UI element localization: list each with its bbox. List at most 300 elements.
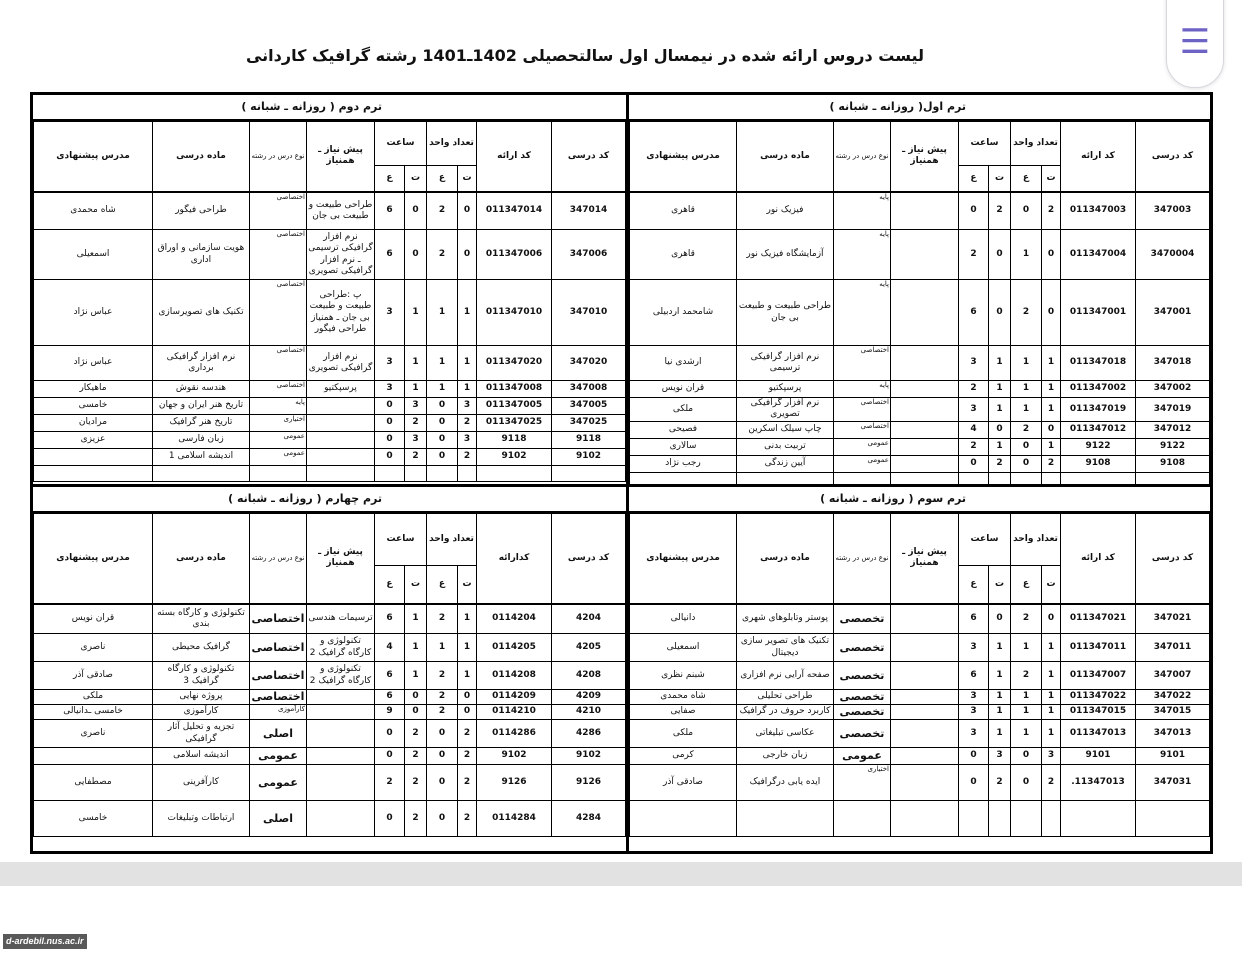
term-header: ترم چهارم ( روزانه ـ شبانه ) bbox=[33, 487, 626, 513]
cell-subject bbox=[736, 801, 833, 837]
cell-pre bbox=[306, 398, 374, 415]
cell-ht: 3 bbox=[988, 748, 1010, 765]
empty-cell bbox=[306, 466, 374, 482]
cell-offer: 9118 bbox=[477, 432, 552, 449]
cell-teacher: عباس نژاد bbox=[34, 346, 153, 381]
empty-cell bbox=[630, 472, 737, 484]
course-row bbox=[34, 705, 626, 720]
cell-ha: 0 bbox=[374, 801, 404, 837]
cell-offer: 011347019 bbox=[1061, 398, 1136, 422]
term-header: ترم اول( روزانه ـ شبانه ) bbox=[629, 95, 1210, 121]
header-hours: ساعت bbox=[958, 514, 1010, 566]
cell-code bbox=[1136, 801, 1210, 837]
course-row bbox=[630, 634, 1210, 662]
cell-ua: 0 bbox=[426, 415, 457, 432]
cell-teacher: مرادیان bbox=[34, 415, 153, 432]
header-code: کد درسی bbox=[1136, 514, 1210, 604]
cell-ut: 1 bbox=[1042, 705, 1061, 720]
course-row bbox=[630, 705, 1210, 720]
cell-subject: کارآموزی bbox=[152, 705, 249, 720]
cell-code: 347018 bbox=[1136, 346, 1210, 381]
cell-offer: 011347013 bbox=[1061, 720, 1136, 748]
cell-code: 347002 bbox=[1136, 381, 1210, 398]
empty-cell bbox=[833, 472, 890, 484]
cell-ut: 1 bbox=[1042, 438, 1061, 455]
cell-subject: نرم افزار گرافیکی برداری bbox=[152, 346, 249, 381]
cell-ut: 3 bbox=[458, 432, 477, 449]
cell-subject: کاربرد حروف در گرافیک bbox=[736, 705, 833, 720]
cell-pre: پرسپکتیو bbox=[306, 381, 374, 398]
cell-pre bbox=[890, 765, 958, 801]
header-prerequisite: پیش نیاز ـ همنیاز bbox=[890, 514, 958, 604]
cell-code: 347011 bbox=[1136, 634, 1210, 662]
course-row bbox=[630, 720, 1210, 748]
header-prerequisite: پیش نیاز ـ همنیاز bbox=[306, 514, 374, 604]
cell-teacher: مصطفایی bbox=[34, 765, 153, 801]
cell-ut: 1 bbox=[1042, 634, 1061, 662]
cell-ha: 3 bbox=[958, 720, 988, 748]
cell-ua: 0 bbox=[426, 748, 457, 765]
cell-subject: تاریخ هنر ایران و جهان bbox=[152, 398, 249, 415]
cell-subject: نرم افزار گرافیکی تصویری bbox=[736, 398, 833, 422]
empty-cell bbox=[1010, 472, 1041, 484]
cell-type: اختصاصی bbox=[249, 230, 306, 280]
cell-ua: 2 bbox=[426, 604, 457, 634]
header-teacher: مدرس پیشنهادی bbox=[34, 122, 153, 192]
header-teacher: مدرس پیشنهادی bbox=[34, 514, 153, 604]
cell-pre bbox=[890, 230, 958, 280]
course-row bbox=[630, 421, 1210, 438]
cell-subject: تکنیک های تصویرسازی bbox=[152, 280, 249, 346]
cell-ha: 2 bbox=[958, 230, 988, 280]
cell-ha: 3 bbox=[374, 280, 404, 346]
cell-ut: 3 bbox=[458, 398, 477, 415]
cell-code: 347001 bbox=[1136, 280, 1210, 346]
cell-subject: طراحی فیگور bbox=[152, 192, 249, 230]
cell-ht: 2 bbox=[988, 455, 1010, 472]
cell-pre: پ :طراحی طبیعت و طبیعت بی جان ـ همنیاز طراحی فیگور bbox=[306, 280, 374, 346]
cell-teacher: قاهری bbox=[630, 230, 737, 280]
cell-code: 9118 bbox=[552, 432, 626, 449]
cell-ht: 1 bbox=[404, 662, 426, 690]
course-schedule-frame bbox=[30, 92, 1213, 854]
course-row bbox=[630, 801, 1210, 837]
cell-offer bbox=[1061, 801, 1136, 837]
cell-pre bbox=[890, 421, 958, 438]
cell-ha: 0 bbox=[958, 748, 988, 765]
cell-ha: 3 bbox=[374, 381, 404, 398]
header-hours-theory: ت bbox=[988, 166, 1010, 192]
cell-teacher: قران نویس bbox=[34, 604, 153, 634]
cell-type: عمومی bbox=[249, 449, 306, 466]
cell-ut: 1 bbox=[1042, 381, 1061, 398]
cell-ut: 2 bbox=[1042, 192, 1061, 230]
header-course-type: نوع درس در رشته bbox=[833, 122, 890, 192]
cell-ua: 1 bbox=[1010, 230, 1041, 280]
cell-pre bbox=[306, 705, 374, 720]
cell-ut: 2 bbox=[458, 449, 477, 466]
cell-offer: 9126 bbox=[477, 765, 552, 801]
cell-type: اختصاصی bbox=[833, 421, 890, 438]
cell-code: 347006 bbox=[552, 230, 626, 280]
cell-offer: 9122 bbox=[1061, 438, 1136, 455]
cell-code: 347015 bbox=[1136, 705, 1210, 720]
empty-cell bbox=[1136, 472, 1210, 484]
empty-cell bbox=[152, 466, 249, 482]
empty-cell bbox=[477, 466, 552, 482]
cell-ut: 0 bbox=[1042, 604, 1061, 634]
cell-teacher: صادقی آذر bbox=[34, 662, 153, 690]
cell-subject: هویت سازمانی و اوراق اداری bbox=[152, 230, 249, 280]
cell-ha: 0 bbox=[374, 720, 404, 748]
header-prerequisite: پیش نیاز ـ همنیاز bbox=[306, 122, 374, 192]
cell-ht: 2 bbox=[988, 192, 1010, 230]
cell-pre bbox=[890, 280, 958, 346]
cell-pre bbox=[890, 455, 958, 472]
cell-code: 347020 bbox=[552, 346, 626, 381]
cell-subject: صفحه آرایی نرم افزاری bbox=[736, 662, 833, 690]
cell-ut: 2 bbox=[458, 720, 477, 748]
course-row bbox=[630, 230, 1210, 280]
cell-teacher: ملکی bbox=[34, 690, 153, 705]
header-code: کد درسی bbox=[552, 514, 626, 604]
cell-ut: 1 bbox=[1042, 690, 1061, 705]
cell-ua: 1 bbox=[1010, 705, 1041, 720]
header-teacher: مدرس پیشنهادی bbox=[630, 514, 737, 604]
cell-ua: 2 bbox=[1010, 604, 1041, 634]
term-1-section bbox=[626, 95, 1210, 484]
cell-code: 347005 bbox=[552, 398, 626, 415]
cell-code: 347019 bbox=[1136, 398, 1210, 422]
header-code: کد درسی bbox=[1136, 122, 1210, 192]
empty-cell bbox=[988, 472, 1010, 484]
cell-teacher: ملکی bbox=[630, 398, 737, 422]
cell-ut: 2 bbox=[1042, 455, 1061, 472]
cell-ha bbox=[958, 801, 988, 837]
header-prerequisite: پیش نیاز ـ همنیاز bbox=[890, 122, 958, 192]
cell-subject: تاریخ هنر گرافیک bbox=[152, 415, 249, 432]
cell-ut: 0 bbox=[1042, 421, 1061, 438]
course-row bbox=[34, 381, 626, 398]
cell-ht: 3 bbox=[404, 398, 426, 415]
cell-teacher: ارشدی نیا bbox=[630, 346, 737, 381]
cell-ht: 1 bbox=[988, 398, 1010, 422]
course-row bbox=[34, 192, 626, 230]
cell-ht: 1 bbox=[988, 438, 1010, 455]
cell-ht: 1 bbox=[988, 662, 1010, 690]
cell-pre bbox=[306, 415, 374, 432]
cell-ha: 4 bbox=[374, 634, 404, 662]
cell-ut: 3 bbox=[1042, 748, 1061, 765]
course-row bbox=[34, 280, 626, 346]
cell-subject: پروژه نهایی bbox=[152, 690, 249, 705]
header-offer-code: کدارائه bbox=[477, 514, 552, 604]
cell-ha: 0 bbox=[958, 765, 988, 801]
cell-code: 347003 bbox=[1136, 192, 1210, 230]
cell-subject: فیزیک نور bbox=[736, 192, 833, 230]
cell-teacher bbox=[630, 801, 737, 837]
cell-subject: زبان خارجی bbox=[736, 748, 833, 765]
cell-ht: 0 bbox=[988, 280, 1010, 346]
cell-teacher: خامسی ـدانیالی bbox=[34, 705, 153, 720]
header-hours-theory: ت bbox=[404, 566, 426, 604]
cell-code: 347008 bbox=[552, 381, 626, 398]
cell-ut: 0 bbox=[458, 192, 477, 230]
course-row bbox=[630, 748, 1210, 765]
empty-row bbox=[630, 472, 1210, 484]
cell-teacher: ماهیکار bbox=[34, 381, 153, 398]
cell-teacher: فصیحی bbox=[630, 421, 737, 438]
cell-ha: 0 bbox=[958, 455, 988, 472]
cell-code: 4208 bbox=[552, 662, 626, 690]
header-units: تعداد واحد bbox=[426, 514, 476, 566]
cell-pre: طراحی طبیعت و طبیعت بی جان bbox=[306, 192, 374, 230]
cell-ht: 2 bbox=[988, 765, 1010, 801]
cell-ua: 0 bbox=[1010, 765, 1041, 801]
cell-type: اصلی bbox=[249, 720, 306, 748]
cell-ht: 1 bbox=[988, 705, 1010, 720]
cell-subject: طراحی تحلیلی bbox=[736, 690, 833, 705]
cell-code: 4209 bbox=[552, 690, 626, 705]
cell-type: عمومی bbox=[833, 455, 890, 472]
cell-ut: 2 bbox=[458, 415, 477, 432]
cell-ut: 1 bbox=[458, 346, 477, 381]
cell-ha: 4 bbox=[958, 421, 988, 438]
cell-ut: 2 bbox=[1042, 765, 1061, 801]
course-row bbox=[630, 280, 1210, 346]
cell-type: تخصصی bbox=[833, 720, 890, 748]
cell-code: 347031 bbox=[1136, 765, 1210, 801]
cell-ht: 0 bbox=[988, 604, 1010, 634]
cell-ut: 1 bbox=[1042, 720, 1061, 748]
cell-subject: هندسه نقوش bbox=[152, 381, 249, 398]
course-row bbox=[34, 230, 626, 280]
cell-type bbox=[833, 801, 890, 837]
cell-teacher: ناصری bbox=[34, 634, 153, 662]
cell-ht: 1 bbox=[988, 690, 1010, 705]
cell-offer: 011347021 bbox=[1061, 604, 1136, 634]
cell-offer: 0114284 bbox=[477, 801, 552, 837]
cell-subject: پوستر وتابلوهای شهری bbox=[736, 604, 833, 634]
cell-pre bbox=[890, 398, 958, 422]
cell-ut: 0 bbox=[458, 705, 477, 720]
cell-ha: 6 bbox=[374, 690, 404, 705]
cell-offer: 011347022 bbox=[1061, 690, 1136, 705]
cell-code: 9122 bbox=[1136, 438, 1210, 455]
cell-ut: 0 bbox=[458, 690, 477, 705]
cell-pre bbox=[890, 438, 958, 455]
cell-type: کارآموزی bbox=[249, 705, 306, 720]
empty-cell bbox=[249, 466, 306, 482]
cell-offer: 011347010 bbox=[477, 280, 552, 346]
cell-teacher bbox=[34, 449, 153, 466]
cell-ua: 2 bbox=[426, 192, 457, 230]
course-row bbox=[630, 690, 1210, 705]
cell-ht: 1 bbox=[404, 381, 426, 398]
cell-ha: 3 bbox=[958, 634, 988, 662]
cell-ua: 0 bbox=[1010, 438, 1041, 455]
cell-offer: 011347014 bbox=[477, 192, 552, 230]
menu-button[interactable] bbox=[1166, 0, 1224, 88]
cell-type: پایه bbox=[833, 192, 890, 230]
cell-subject: ارتباطات وتبلیغات bbox=[152, 801, 249, 837]
header-teacher: مدرس پیشنهادی bbox=[630, 122, 737, 192]
cell-type: اختصاصی bbox=[249, 690, 306, 705]
cell-ut: 1 bbox=[458, 662, 477, 690]
header-units-practical: ع bbox=[426, 566, 457, 604]
cell-ht: 2 bbox=[404, 720, 426, 748]
cell-ht: 0 bbox=[404, 192, 426, 230]
empty-cell bbox=[890, 472, 958, 484]
cell-teacher: خامسی bbox=[34, 398, 153, 415]
empty-cell bbox=[426, 466, 457, 482]
cell-ut bbox=[1042, 801, 1061, 837]
header-course-type: نوع درس در رشته bbox=[833, 514, 890, 604]
course-row bbox=[630, 604, 1210, 634]
cell-pre: تکنولوژی و کارگاه گرافیک 2 bbox=[306, 662, 374, 690]
cell-code: 4284 bbox=[552, 801, 626, 837]
cell-subject: تکنولوژی و کارگاه گرافیک 3 bbox=[152, 662, 249, 690]
course-row bbox=[34, 604, 626, 634]
cell-teacher: رجب نژاد bbox=[630, 455, 737, 472]
cell-ha: 3 bbox=[958, 398, 988, 422]
cell-ha: 0 bbox=[374, 415, 404, 432]
course-row bbox=[34, 690, 626, 705]
cell-type: اختصاصی bbox=[249, 381, 306, 398]
cell-ua: 0 bbox=[426, 801, 457, 837]
cell-offer: 0114208 bbox=[477, 662, 552, 690]
cell-ua: 1 bbox=[426, 381, 457, 398]
cell-offer: 11347013. bbox=[1061, 765, 1136, 801]
header-units-practical: ع bbox=[1010, 566, 1041, 604]
cell-ha: 2 bbox=[374, 765, 404, 801]
cell-code: 3470004 bbox=[1136, 230, 1210, 280]
course-row bbox=[34, 662, 626, 690]
site-badge[interactable]: d-ardebil.nus.ac.ir bbox=[3, 934, 87, 949]
cell-subject: طراحی طبیعت و طبیعت بی جان bbox=[736, 280, 833, 346]
cell-ut: 0 bbox=[1042, 280, 1061, 346]
cell-ha: 6 bbox=[374, 662, 404, 690]
cell-ua: 2 bbox=[1010, 280, 1041, 346]
cell-teacher bbox=[34, 748, 153, 765]
cell-offer: 011347001 bbox=[1061, 280, 1136, 346]
header-units-practical: ع bbox=[1010, 166, 1041, 192]
course-row bbox=[630, 398, 1210, 422]
cell-ha: 0 bbox=[374, 748, 404, 765]
cell-code: 347010 bbox=[552, 280, 626, 346]
cell-ut: 1 bbox=[1042, 398, 1061, 422]
cell-offer: 0114210 bbox=[477, 705, 552, 720]
cell-offer: 9101 bbox=[1061, 748, 1136, 765]
cell-ht: 1 bbox=[404, 604, 426, 634]
cell-type: اختصاصی bbox=[249, 604, 306, 634]
header-units: تعداد واحد bbox=[426, 122, 476, 166]
cell-type: عمومی bbox=[833, 438, 890, 455]
cell-subject: اندیشه اسلامی bbox=[152, 748, 249, 765]
cell-ha: 6 bbox=[958, 662, 988, 690]
cell-ht: 3 bbox=[404, 432, 426, 449]
cell-teacher: خامسی bbox=[34, 801, 153, 837]
course-row bbox=[34, 415, 626, 432]
header-units-theory: ت bbox=[1042, 166, 1061, 192]
cell-ut: 1 bbox=[458, 634, 477, 662]
course-row bbox=[630, 346, 1210, 381]
cell-pre bbox=[890, 381, 958, 398]
empty-row bbox=[34, 466, 626, 482]
cell-ha: 6 bbox=[374, 192, 404, 230]
course-row bbox=[34, 720, 626, 748]
cell-ht: 1 bbox=[988, 346, 1010, 381]
cell-teacher: شاه محمدی bbox=[34, 192, 153, 230]
cell-subject: چاپ سیلک اسکرین bbox=[736, 421, 833, 438]
cell-type: تخصصی bbox=[833, 634, 890, 662]
course-table bbox=[629, 121, 1210, 484]
cell-offer: 0114204 bbox=[477, 604, 552, 634]
cell-ht: 1 bbox=[988, 634, 1010, 662]
cell-ha: 6 bbox=[374, 230, 404, 280]
cell-ua: 0 bbox=[426, 449, 457, 466]
cell-subject: تجزیه و تحلیل آثار گرافیکی bbox=[152, 720, 249, 748]
cell-type: عمومی bbox=[833, 748, 890, 765]
cell-ua: 0 bbox=[1010, 748, 1041, 765]
cell-ht: 0 bbox=[404, 690, 426, 705]
cell-code: 4204 bbox=[552, 604, 626, 634]
cell-ht: 2 bbox=[404, 449, 426, 466]
term-4-section bbox=[33, 484, 626, 851]
cell-ha: 6 bbox=[374, 604, 404, 634]
cell-ua: 2 bbox=[426, 230, 457, 280]
cell-teacher: کرمی bbox=[630, 748, 737, 765]
empty-cell bbox=[374, 466, 404, 482]
cell-offer: 0114286 bbox=[477, 720, 552, 748]
cell-offer: 9108 bbox=[1061, 455, 1136, 472]
cell-ht: 1 bbox=[988, 381, 1010, 398]
cell-ua: 0 bbox=[426, 765, 457, 801]
cell-type: پایه bbox=[833, 381, 890, 398]
cell-ha: 0 bbox=[374, 432, 404, 449]
header-units-theory: ت bbox=[1042, 566, 1061, 604]
hamburger-icon: ☰ bbox=[1179, 22, 1211, 62]
cell-ua: 0 bbox=[426, 720, 457, 748]
footer-bar bbox=[0, 862, 1242, 886]
cell-pre bbox=[306, 690, 374, 705]
cell-offer: 011347018 bbox=[1061, 346, 1136, 381]
cell-type: اختصاصی bbox=[833, 346, 890, 381]
cell-ha: 6 bbox=[958, 604, 988, 634]
cell-teacher: شامحمد اردبیلی bbox=[630, 280, 737, 346]
cell-ut: 1 bbox=[458, 604, 477, 634]
empty-cell bbox=[552, 466, 626, 482]
cell-pre bbox=[890, 634, 958, 662]
header-hours-practical: ع bbox=[958, 566, 988, 604]
cell-type: تخصصی bbox=[833, 690, 890, 705]
course-row bbox=[34, 346, 626, 381]
cell-teacher: صفایی bbox=[630, 705, 737, 720]
course-row bbox=[34, 432, 626, 449]
header-hours-practical: ع bbox=[374, 566, 404, 604]
cell-type: اختصاصی bbox=[249, 280, 306, 346]
cell-subject: ایده یابی درگرافیک bbox=[736, 765, 833, 801]
cell-offer: 9102 bbox=[477, 748, 552, 765]
course-table bbox=[629, 513, 1210, 837]
term-3-section bbox=[626, 484, 1210, 851]
header-subject: ماده درسی bbox=[152, 122, 249, 192]
cell-ha: 3 bbox=[958, 705, 988, 720]
header-hours: ساعت bbox=[958, 122, 1010, 166]
cell-ut: 2 bbox=[458, 765, 477, 801]
cell-ht: 1 bbox=[404, 346, 426, 381]
course-row bbox=[630, 192, 1210, 230]
